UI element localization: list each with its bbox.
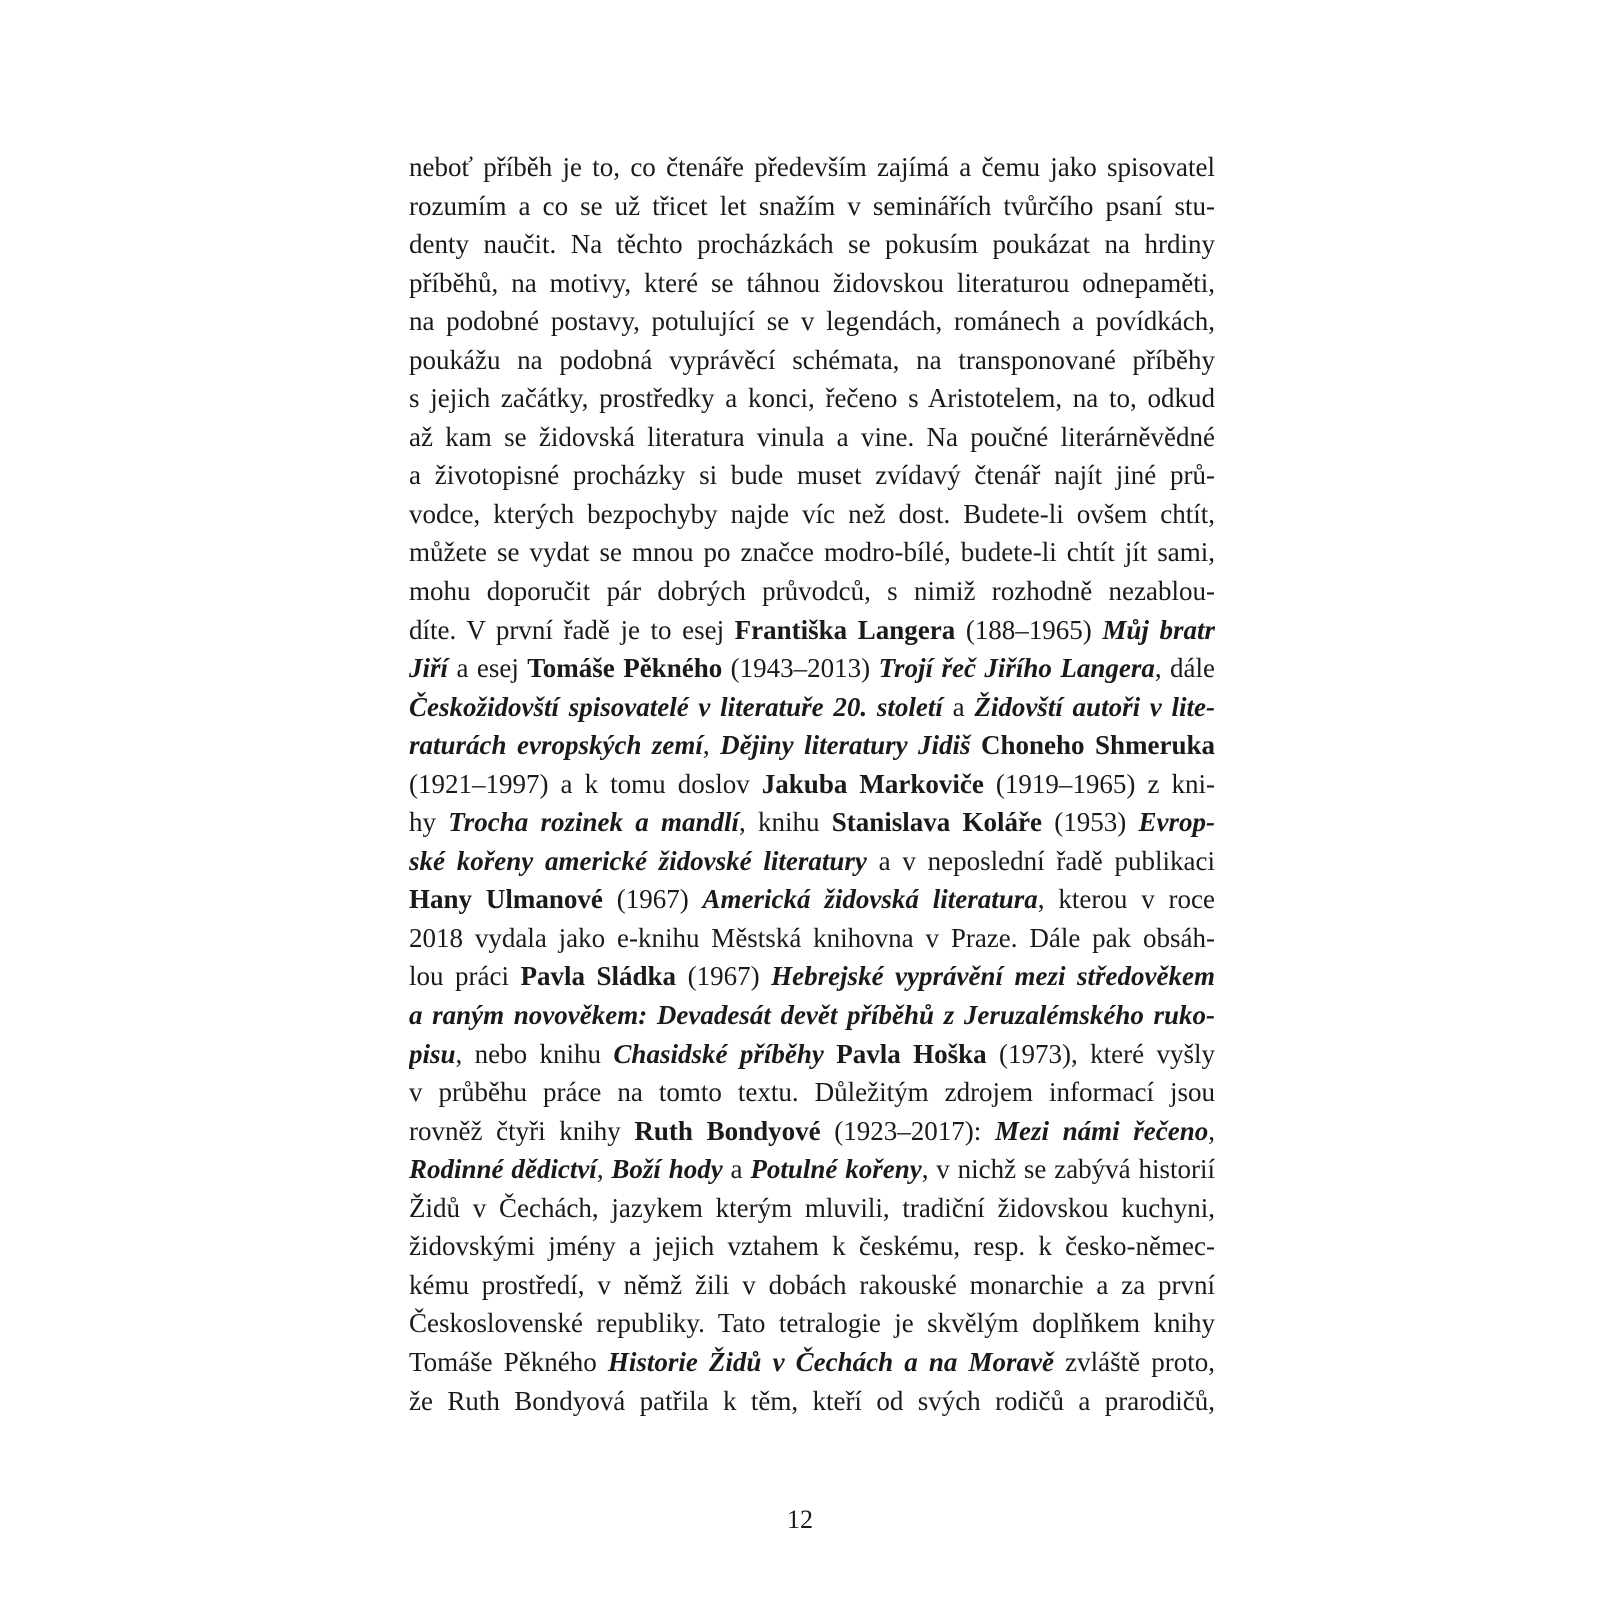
page-number: 12	[787, 1505, 813, 1534]
text-run: Tomáše Pěkného	[409, 1346, 608, 1377]
text-run: že Ruth Bondyová patřila k těm, kteří od svých rodičů a prarodičů,	[409, 1385, 1215, 1416]
text-run: díte. V první řadě je to esej	[409, 614, 735, 645]
text-line	[409, 1073, 1215, 1112]
text-run: ,	[596, 1154, 612, 1185]
text-run: poukážu na podobná vyprávěcí schémata, na transponované příběhy	[409, 344, 1215, 375]
text-run	[971, 730, 981, 760]
text-line	[409, 1189, 1215, 1228]
book-title: Českožidovští spisovatelé v literatuře 20. století	[409, 691, 943, 722]
text-run: ,	[1208, 1115, 1215, 1146]
text-line	[409, 842, 1215, 881]
text-line	[409, 765, 1215, 804]
book-title: Americká židovská literatura	[702, 884, 1038, 915]
text-line	[409, 688, 1215, 727]
book-title: Rodinné dědictví	[409, 1154, 597, 1185]
text-run: kému prostředí, v němž žili v dobách rakouské monarchie a za první	[409, 1269, 1215, 1300]
book-title: a raným novověkem: Devadesát devět příběhů z Jeruzalémského ruko-	[409, 1000, 1215, 1031]
text-run: ,	[702, 730, 721, 761]
author-name: Františka Langera	[734, 614, 956, 645]
text-run: rovněž čtyři knihy	[409, 1115, 635, 1146]
text-line	[409, 572, 1215, 611]
text-run: a	[942, 691, 975, 722]
book-title: Potulné kořeny	[750, 1154, 922, 1185]
text-run: na podobné postavy, potulující se v legendách, románech a povídkách,	[409, 306, 1215, 337]
text-line	[409, 957, 1215, 996]
text-line	[409, 1343, 1215, 1382]
book-title: Chasidské příběhy	[613, 1038, 824, 1069]
text-run: v průběhu práce na tomto textu. Důležitým zdrojem informací jsou	[409, 1077, 1215, 1108]
text-line	[409, 148, 1215, 187]
author-name: Pavla Sládka	[520, 961, 677, 992]
author-name: Jakuba Markoviče	[761, 768, 984, 799]
author-name: Tomáše Pěkného	[527, 653, 723, 684]
text-run: židovskými jmény a jejich vztahem k českému, resp. k česko-němec-	[409, 1231, 1215, 1262]
text-run: , v nichž se zabývá historií	[921, 1154, 1215, 1185]
text-run: , nebo knihu	[455, 1038, 614, 1069]
text-line	[409, 880, 1215, 919]
text-run: , knihu	[739, 807, 832, 838]
text-line	[409, 611, 1215, 650]
text-run: s jejich začátky, prostředky a konci, řečeno s Aristotelem, na to, odkud	[409, 383, 1215, 414]
text-run: (1953)	[1042, 807, 1139, 838]
book-title: pisu	[409, 1038, 456, 1069]
text-line	[409, 1382, 1215, 1421]
text-line	[409, 726, 1215, 765]
text-run: neboť příběh je to, co čtenáře především zajímá a čemu jako spisovatel	[409, 152, 1215, 182]
text-run: a v neposlední řadě publikaci	[866, 845, 1215, 876]
text-run: příběhů, na motivy, které se táhnou židovskou literaturou odnepaměti,	[409, 267, 1215, 298]
text-line	[409, 225, 1215, 264]
text-run: denty naučit. Na těchto procházkách se pokusím poukázat na hrdiny	[409, 229, 1215, 260]
book-title: ské kořeny americké židovské literatury	[409, 845, 867, 876]
book-title: Trocha rozinek a mandlí	[448, 807, 740, 838]
text-line	[409, 803, 1215, 842]
text-run: a	[722, 1154, 751, 1185]
text-run: (1923–2017):	[820, 1115, 995, 1146]
book-title: Hebrejské vyprávění mezi středověkem	[771, 961, 1215, 992]
text-line	[409, 1304, 1215, 1343]
text-line	[409, 379, 1215, 418]
book-title: Jiří	[409, 653, 449, 684]
text-run: (1943–2013)	[722, 653, 879, 684]
text-line	[409, 996, 1215, 1035]
text-line	[409, 1035, 1215, 1074]
text-line	[409, 418, 1215, 457]
book-title: Dějiny literatury Jidiš	[720, 730, 971, 761]
book-title: Můj bratr	[1102, 614, 1215, 645]
text-run: Československé republiky. Tato tetralogie je skvělým doplňkem knihy	[409, 1308, 1215, 1339]
author-name: Choneho Shmeruka	[981, 730, 1215, 761]
text-run: , kterou v roce	[1037, 884, 1215, 915]
author-name: Pavla Hoška	[836, 1038, 987, 1069]
text-line	[409, 919, 1215, 958]
book-title: raturách evropských zemí	[409, 730, 703, 761]
text-run: a životopisné procházky si bude muset zvídavý čtenář najít jiné prů-	[409, 460, 1215, 491]
text-run: 2018 vydala jako e-knihu Městská knihovna v Praze. Dále pak obsáh-	[409, 922, 1215, 953]
text-line	[409, 1112, 1215, 1151]
text-line	[409, 1150, 1215, 1189]
text-run: (1967)	[602, 884, 703, 915]
text-run: (1973), které vyšly	[986, 1038, 1215, 1069]
book-title: Historie Židů v Čechách a na Moravě	[607, 1346, 1055, 1377]
text-run: vodce, kterých bezpochyby najde víc než dost. Budete-li ovšem chtít,	[409, 498, 1215, 529]
book-title: Boží hody	[611, 1154, 723, 1185]
text-line	[409, 456, 1215, 495]
text-run	[824, 1039, 836, 1069]
book-title: Trojí řeč Jiřího Langera	[878, 653, 1155, 684]
text-run: rozumím a co se už třicet let snažím v seminářích tvůrčího psaní stu-	[409, 190, 1215, 221]
text-line	[409, 533, 1215, 572]
text-line	[409, 495, 1215, 534]
text-run: (1919–1965) z kni-	[983, 768, 1215, 799]
text-run: zvláště proto,	[1054, 1346, 1215, 1377]
book-title: Evrop-	[1138, 807, 1215, 838]
text-line	[409, 1266, 1215, 1305]
text-line	[409, 264, 1215, 303]
text-run: , dále	[1154, 653, 1215, 684]
book-title: Mezi námi řečeno	[994, 1115, 1209, 1146]
author-name: Stanislava Koláře	[831, 807, 1043, 838]
text-line	[409, 1227, 1215, 1266]
text-run: hy	[409, 807, 449, 838]
author-name: Ruth Bondyové	[634, 1115, 821, 1146]
text-run: mohu doporučit pár dobrých průvodců, s nimiž rozhodně nezablou-	[409, 576, 1215, 607]
text-run: (1921–1997) a k tomu doslov	[409, 768, 762, 799]
text-line	[409, 187, 1215, 226]
book-title: Židovští autoři v lite-	[974, 691, 1215, 722]
body-text	[409, 148, 1215, 1420]
text-run: můžete se vydat se mnou po značce modro-bílé, budete-li chtít jít sami,	[409, 537, 1215, 568]
text-run: a esej	[448, 653, 528, 684]
text-line	[409, 341, 1215, 380]
text-line	[409, 302, 1215, 341]
text-run: Židů v Čechách, jazykem kterým mluvili, tradiční židovskou kuchyni,	[409, 1192, 1215, 1223]
text-run: lou práci	[409, 961, 521, 992]
text-run: (1967)	[676, 961, 772, 992]
text-run: až kam se židovská literatura vinula a vine. Na poučné literárněvědné	[409, 421, 1215, 452]
text-line	[409, 649, 1215, 688]
text-run: (188–1965)	[955, 614, 1103, 645]
author-name: Hany Ulmanové	[409, 884, 603, 915]
